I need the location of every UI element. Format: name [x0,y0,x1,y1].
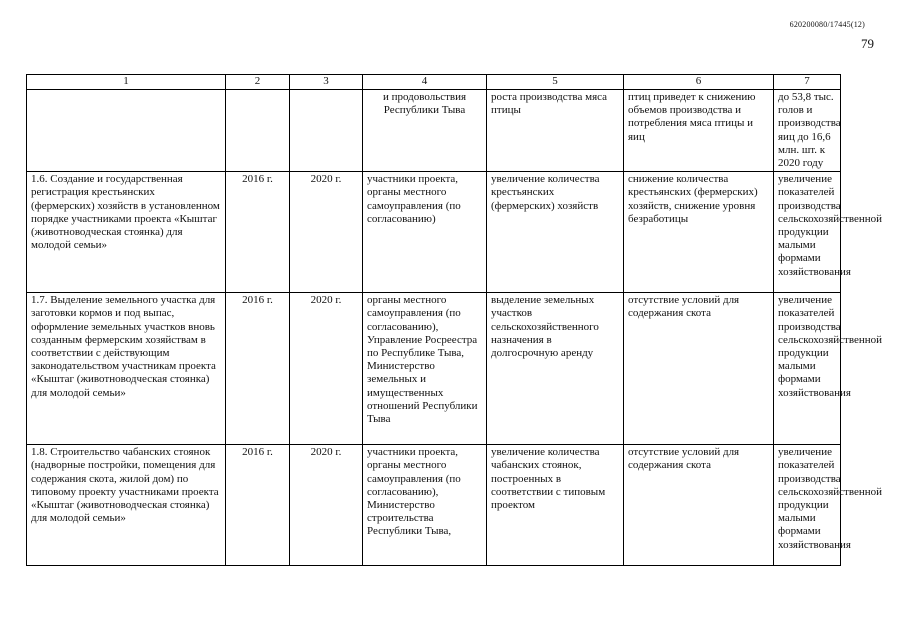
cell-expected-result: выделение земельных участков сельскохозяйственного назначения в долгосрочную аренду [487,293,624,445]
cell-executors: участники проекта, органы местного самоуправления (по согласованию), Министерство строительства Республики Тыва, [363,445,487,566]
cell-consequences: птиц приведет к снижению объемов производства и потребления мяса птицы и яиц [624,90,774,172]
cell-expected-result: увеличение количества крестьянских (фермерских) хозяйств [487,172,624,293]
column-header-1: 1 [27,75,226,90]
document-code: 620200080/17445(12) [789,20,865,29]
column-number-row [27,75,841,90]
cell-measure: 1.6. Создание и государственная регистрация крестьянских (фермерских) хозяйств в установленном порядке участниками проекта «Кыштаг (животноводческая стоянка) для молодой семьи» [27,172,226,293]
column-header-4: 4 [363,75,487,90]
cell-start-year: 2016 г. [226,293,290,445]
table-row [27,293,841,445]
cell-consequences: снижение количества крестьянских (фермерских) хозяйств, снижение уровня безработицы [624,172,774,293]
table-row [27,445,841,566]
column-header-5: 5 [487,75,624,90]
cell-start-year [226,90,290,172]
cell-start-year: 2016 г. [226,172,290,293]
table-row [27,172,841,293]
cell-expected-result: роста производства мяса птицы [487,90,624,172]
column-header-2: 2 [226,75,290,90]
cell-end-year: 2020 г. [290,445,363,566]
column-header-3: 3 [290,75,363,90]
cell-indicators: до 53,8 тыс. голов и производства яиц до 16,6 млн. шт. к 2020 году [774,90,841,172]
cell-executors: и продовольствия Республики Тыва [363,90,487,172]
cell-consequences: отсутствие условий для содержания скота [624,445,774,566]
cell-expected-result: увеличение количества чабанских стоянок, построенных в соответствии с типовым проектом [487,445,624,566]
cell-measure [27,90,226,172]
cell-indicators: увеличение показателей производства сельскохозяйственной продукции малыми формами хозяйствования [774,172,841,293]
cell-end-year [290,90,363,172]
cell-measure: 1.7. Выделение земельного участка для заготовки кормов и под выпас, оформление земельных участков вновь созданным фермерским хозяйствам в соответствии с действующим законодательством участникам проекта «Кыштаг (животноводческая стоянка) для молодой семьи» [27,293,226,445]
cell-start-year: 2016 г. [226,445,290,566]
cell-consequences: отсутствие условий для содержания скота [624,293,774,445]
cell-end-year: 2020 г. [290,293,363,445]
page-number: 79 [861,36,874,51]
cell-executors: участники проекта, органы местного самоуправления (по согласованию) [363,172,487,293]
column-header-6: 6 [624,75,774,90]
measures-table [26,74,883,566]
column-header-7: 7 [774,75,841,90]
cell-indicators: увеличение показателей производства сельскохозяйственной продукции малыми формами хозяйствования [774,445,841,566]
cell-measure: 1.8. Строительство чабанских стоянок (надворные постройки, помещения для содержания скота, жилой дом) по типовому проекту участниками проекта «Кыштаг (животноводческая стоянка) для молодой семьи» [27,445,226,566]
cell-executors: органы местного самоуправления (по согласованию), Управление Росреестра по Республике Тыва, Министерство земельных и имущественных отношений Республики Тыва [363,293,487,445]
cell-end-year: 2020 г. [290,172,363,293]
cell-indicators: увеличение показателей производства сельскохозяйственной продукции малыми формами хозяйствования [774,293,841,445]
table-row [27,90,841,172]
